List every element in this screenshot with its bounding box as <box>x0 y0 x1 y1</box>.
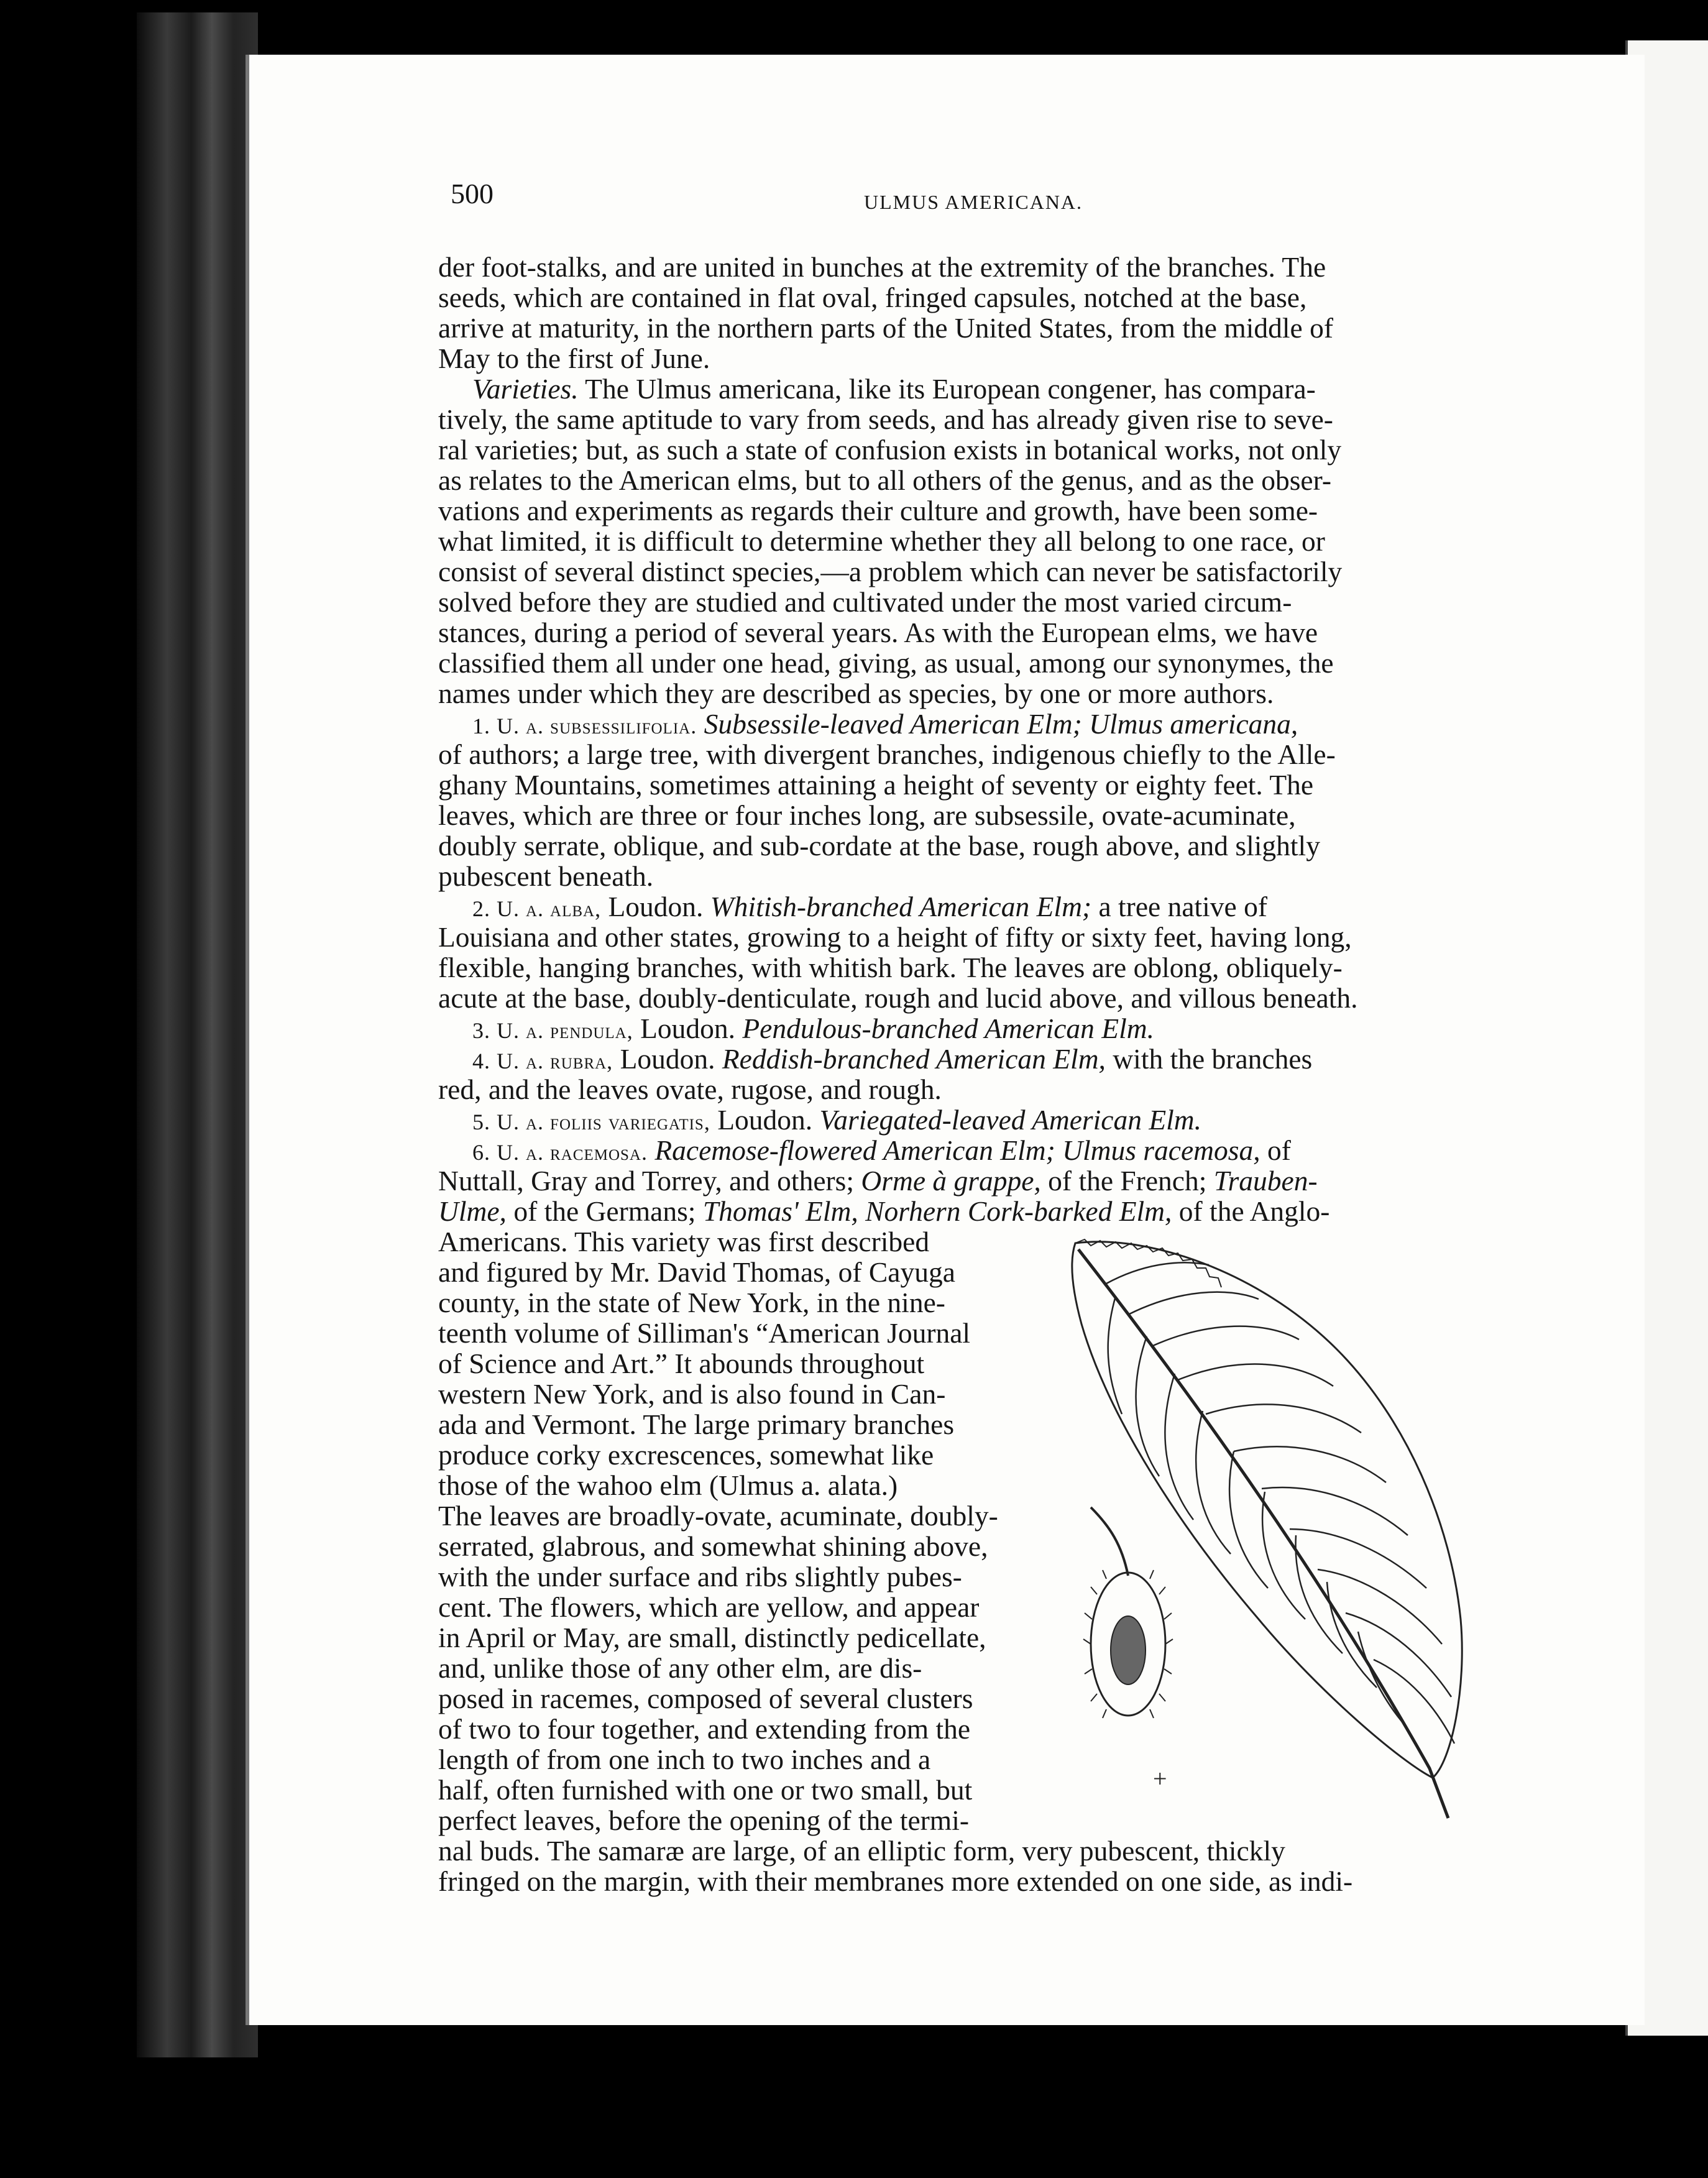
text-line: tively, the same aptitude to vary from seeds, and has already given rise to seve- <box>438 403 1333 435</box>
text-line: The leaves are broadly-ovate, acuminate, doubly- <box>438 1500 998 1532</box>
text-line: fringed on the margin, with their membranes more extended on one side, as indi- <box>438 1865 1353 1897</box>
leaf-veins <box>1106 1262 1454 1744</box>
text-line: pubescent beneath. <box>438 860 654 892</box>
text-line: and figured by Mr. David Thomas, of Cayuga <box>438 1256 955 1288</box>
text-line: Louisiana and other states, growing to a height of fifty or sixty feet, having long, <box>438 921 1352 953</box>
text-line: with the under surface and ribs slightly pubes- <box>438 1561 962 1592</box>
text-run: a tree native of <box>1098 891 1268 922</box>
text-line: ral varieties; but, as such a state of confusion exists in botanical works, not only <box>438 434 1342 466</box>
anglo-american-names: Thomas' Elm, Norhern Cork-barked Elm, <box>702 1195 1172 1227</box>
book-spine <box>137 12 258 2057</box>
text-line: leaves, which are three or four inches long, are subsessile, ovate-acuminate, <box>438 799 1296 831</box>
text-line: teenth volume of Silliman's “American Journal <box>438 1317 971 1349</box>
text-run: with the branches <box>1113 1043 1313 1075</box>
text-line: Americans. This variety was first described <box>438 1226 930 1257</box>
elm-leaf-and-samara-illustration <box>1054 1215 1489 1827</box>
variety-common-name: Reddish-branched American Elm, <box>722 1043 1106 1075</box>
text-line: as relates to the American elms, but to all others of the genus, and as the obser- <box>438 464 1331 496</box>
text-line: county, in the state of New York, in the nine- <box>438 1287 945 1318</box>
page-number: 500 <box>451 178 494 209</box>
varieties-paragraph-start <box>438 374 1489 404</box>
elm-leaf-figure <box>1054 1215 1489 1827</box>
text-line: and, unlike those of any other elm, are dis- <box>438 1652 922 1684</box>
text-line: seeds, which are contained in flat oval, fringed capsules, notched at the base, <box>438 282 1307 313</box>
text-line: in April or May, are small, distinctly pedicellate, <box>438 1622 986 1653</box>
text-line: of authors; a large tree, with divergent branches, indigenous chiefly to the Alle- <box>438 738 1336 770</box>
text-line: acute at the base, doubly-denticulate, rough and lucid above, and villous beneath. <box>438 982 1358 1014</box>
text-run: Nuttall, Gray and Torrey, and others; <box>438 1165 855 1197</box>
text-line: perfect leaves, before the opening of the termi- <box>438 1804 969 1836</box>
variety-4-entry <box>438 1044 1489 1074</box>
german-name-start: Trauben- <box>1213 1165 1318 1197</box>
text-line: names under which they are described as species, by one or more authors. <box>438 678 1274 709</box>
variety-6-entry <box>438 1135 1489 1165</box>
variety-common-name: Whitish-branched American Elm; <box>710 891 1092 922</box>
varieties-heading: Varieties. <box>472 373 579 405</box>
figure-mark: + <box>1153 1765 1167 1793</box>
text-run: of the Germans; <box>513 1195 696 1227</box>
variety-name: 2. U. a. alba, <box>472 896 602 921</box>
variety-common-name: Subsessile-leaved American Elm; Ulmus americana, <box>704 708 1298 740</box>
text-line: nal buds. The samaræ are large, of an elliptic form, very pubescent, thickly <box>438 1835 1285 1867</box>
variety-name: 6. U. a. racemosa. <box>472 1140 648 1165</box>
text-line: classified them all under one head, giving, as usual, among our synonymes, the <box>438 647 1334 679</box>
running-head: ULMUS AMERICANA. <box>864 191 1083 213</box>
variety-author: Loudon. <box>608 891 704 922</box>
text-line: red, and the leaves ovate, rugose, and rough. <box>438 1073 942 1105</box>
text-line: ghany Mountains, sometimes attaining a height of seventy or eighty feet. The <box>438 769 1314 801</box>
text-line: solved before they are studied and cultivated under the most varied circum- <box>438 586 1292 618</box>
text-line: what limited, it is difficult to determine whether they all belong to one race, or <box>438 525 1325 557</box>
text-run: of the Anglo- <box>1178 1195 1330 1227</box>
text-line: those of the wahoo elm (Ulmus a. alata.) <box>438 1469 898 1501</box>
german-name-end: Ulme, <box>438 1195 507 1227</box>
samara-seed <box>1111 1616 1146 1684</box>
text-run: The Ulmus americana, like its European congener, has compara- <box>585 373 1316 405</box>
text-line: arrive at maturity, in the northern parts of the United States, from the middle of <box>438 312 1334 344</box>
french-name: Orme à grappe, <box>861 1165 1041 1197</box>
text-line: stances, during a period of several years. As with the European elms, we have <box>438 617 1318 648</box>
variety-common-name: Pendulous-branched American Elm. <box>742 1013 1154 1044</box>
variety-name: 4. U. a. rubra, <box>472 1049 613 1073</box>
text-line: cent. The flowers, which are yellow, and appear <box>438 1591 980 1623</box>
text-run: of <box>1267 1134 1291 1166</box>
text-run: of the French; <box>1048 1165 1207 1197</box>
text-line: serrated, glabrous, and somewhat shining above, <box>438 1530 988 1562</box>
variety-3-entry <box>438 1013 1489 1044</box>
text-line: posed in racemes, composed of several clusters <box>438 1683 973 1714</box>
variety-author: Loudon. <box>717 1104 813 1136</box>
text-line: ada and Vermont. The large primary branches <box>438 1408 955 1440</box>
text-line: flexible, hanging branches, with whitish bark. The leaves are oblong, obliquely- <box>438 952 1343 983</box>
variety-author: Loudon. <box>640 1013 736 1044</box>
text-line: produce corky excrescences, somewhat like <box>438 1439 934 1471</box>
text-line: half, often furnished with one or two small, but <box>438 1774 973 1806</box>
page-header <box>451 177 1485 221</box>
variety-common-name: Racemose-flowered American Elm; Ulmus racemosa, <box>654 1134 1260 1166</box>
samara-stalk <box>1091 1507 1128 1576</box>
text-line <box>438 1165 1489 1196</box>
text-line: consist of several distinct species,—a problem which can never be satisfactorily <box>438 556 1343 587</box>
text-line: of Science and Art.” It abounds throughout <box>438 1348 925 1379</box>
text-line: vations and experiments as regards their culture and growth, have been some- <box>438 495 1318 526</box>
variety-name: 5. U. a. foliis variegatis, <box>472 1110 710 1134</box>
text-line: der foot-stalks, and are united in bunches at the extremity of the branches. The <box>438 251 1326 283</box>
variety-name: 3. U. a. pendula, <box>472 1018 633 1043</box>
variety-1-entry <box>438 709 1489 739</box>
text-line: of two to four together, and extending from the <box>438 1713 971 1745</box>
text-line: May to the first of June. <box>438 342 710 374</box>
text-line: length of from one inch to two inches and a <box>438 1744 931 1775</box>
text-line: western New York, and is also found in Can- <box>438 1378 946 1410</box>
text-line: doubly serrate, oblique, and sub-cordate at the base, rough above, and slightly <box>438 830 1320 862</box>
variety-name: 1. U. a. subsessilifolia. <box>472 714 697 738</box>
variety-common-name: Variegated-leaved American Elm. <box>819 1104 1202 1136</box>
variety-author: Loudon. <box>620 1043 715 1075</box>
variety-2-entry <box>438 891 1489 922</box>
variety-5-entry <box>438 1105 1489 1135</box>
